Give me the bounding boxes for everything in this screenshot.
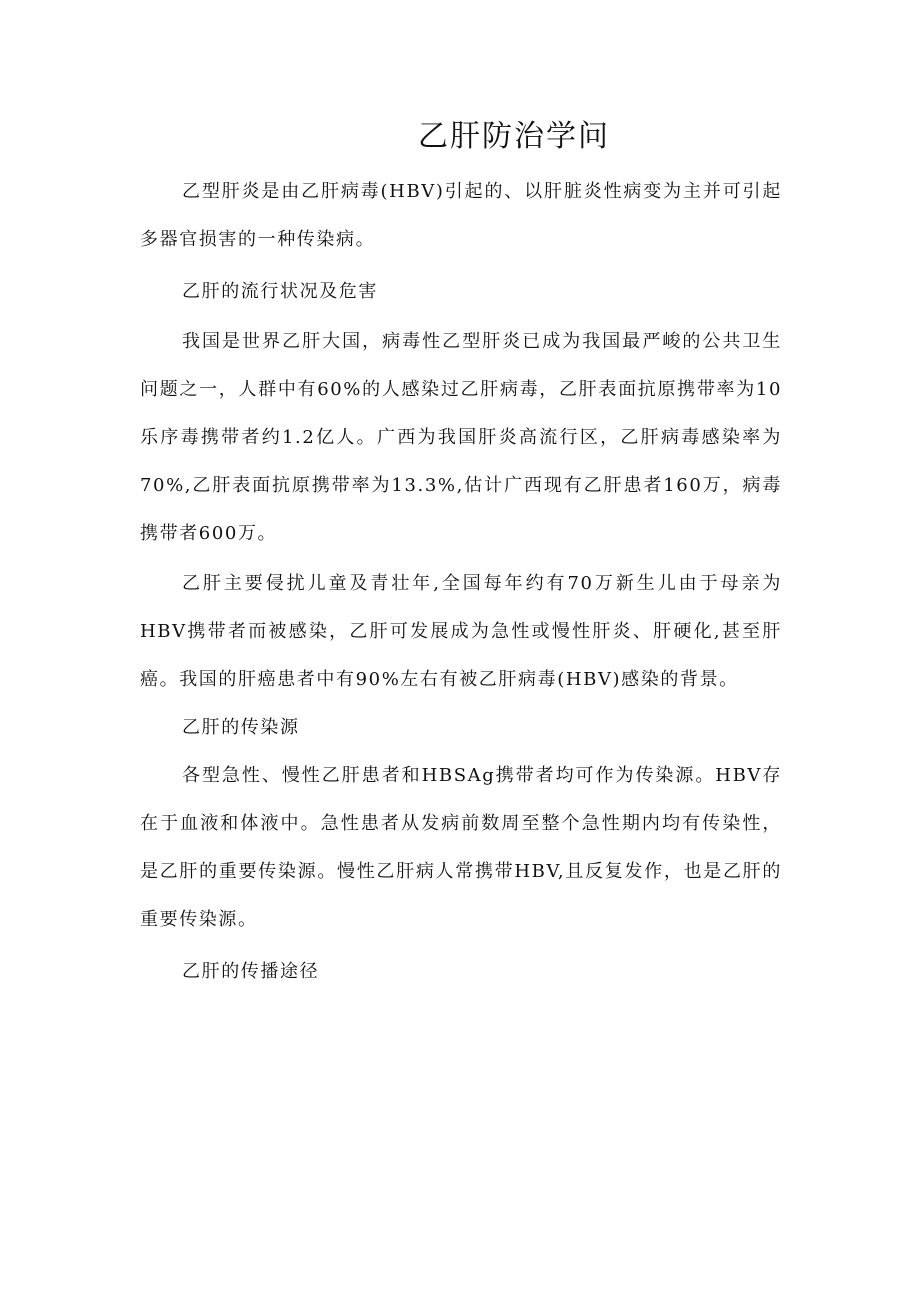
section-heading-transmission: 乙肝的传播途径: [182, 961, 320, 982]
source-paragraph: 各型急性、慢性乙肝患者和HBSAg携带者均可作为传染源。HBV存在于血液和体液中。急性患者从发病前数周至整个急性期内均有传染性，是乙肝的重要传染源。慢性乙肝病人常携带HBV,且反复发作，也是乙肝的重要传染源。: [140, 765, 782, 930]
intro-paragraph: 乙型肝炎是由乙肝病毒(HBV)引起的、以肝脏炎性病变为主并可引起多器官损害的一种传染病。: [140, 181, 782, 250]
document-body: [140, 168, 782, 996]
epidemic-paragraph: 我国是世界乙肝大国，病毒性乙型肝炎已成为我国最严峻的公共卫生问题之一，人群中有60%的人感染过乙肝病毒，乙肝表面抗原携带率为10乐序毒携带者约1.2亿人。广西为我国肝炎高流行区，乙肝病毒感染率为70%,乙肝表面抗原携带率为13.3%,估计广西现有乙肝患者160万，病毒携带者600万。: [140, 331, 782, 544]
document-title: 乙肝防治学问: [418, 119, 610, 154]
harm-paragraph: 乙肝主要侵扰儿童及青壮年,全国每年约有70万新生儿由于母亲为HBV携带者而被感染，乙肝可发展成为急性或慢性肝炎、肝硬化,甚至肝癌。我国的肝癌患者中有90%左右有被乙肝病毒(HBV)感染的背景。: [140, 573, 782, 690]
section-heading-source: 乙肝的传染源: [182, 717, 300, 738]
section-heading-epidemic: 乙肝的流行状况及危害: [182, 281, 378, 302]
